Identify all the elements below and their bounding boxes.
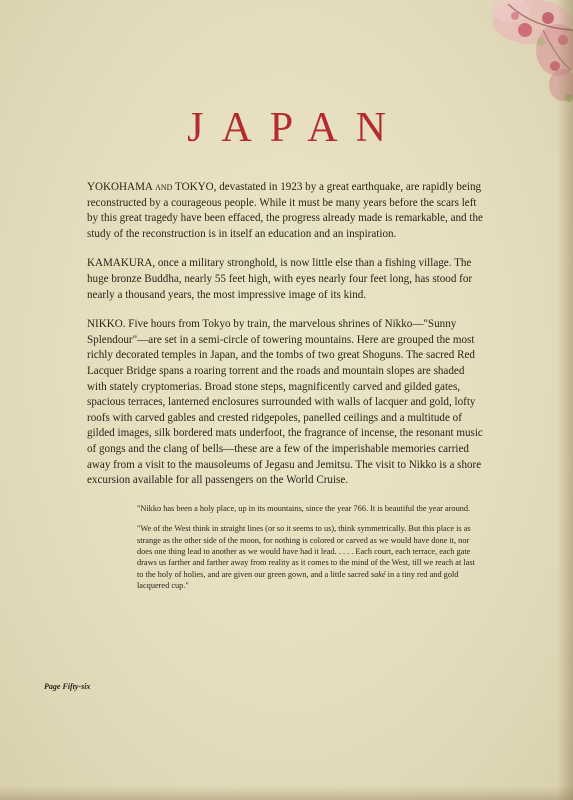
article-body [87, 180, 486, 601]
quotation-second [137, 523, 479, 591]
cherry-blossom-icon [413, 0, 573, 120]
paragraph-lead: YOKOHAMA [87, 181, 153, 193]
quotation-text: "We of the West think in straight lines (or so it seems to us), think symmetrically. But this place is as strange as the other side of the moon, for nothing is colored or carved as we would have done it, nor does one thing lead to another as we would have had it lead. . . . . Each court, each terrace, each gate draws us farther and farther away from reality as it comes to the mind of the West, till we reach at last to the holy of holies, and are given our green gown, and a little sacred [137, 524, 475, 579]
paper-edge-shadow [557, 0, 573, 800]
paragraph-kamakura: KAMAKURA, once a military stronghold, is now little else than a fishing village. The huge bronze Buddha, nearly 55 feet high, with eyes nearly four feet long, has stood for nearly a thousand years, the most impressive image of its kind. [87, 257, 473, 301]
paragraph-text: TOKYO, devastated in 1923 by a great earthquake, are rapidly being reconstructed by a courageous people. While it must be many years before the scars left by this great tragedy have been effaced, the progress already made is remarkable, and the study of the reconstruction is in itself an education and an inspiration. [87, 181, 483, 240]
quotation-first: "Nikko has been a holy place, up in its mountains, since the year 766. It is beautiful the year around. [137, 503, 471, 513]
quotation-italic-word: saké [370, 569, 386, 579]
page-title: JAPAN [187, 105, 404, 152]
quotation-text-end: in a tiny red and gold lacquered cup." [137, 569, 459, 591]
quotation-block [137, 503, 479, 592]
paragraph-nikko: NIKKO. Five hours from Tokyo by train, the marvelous shrines of Nikko—"Sunny Splendour"—are set in a semi-circle of towering mountains. Here are grouped the most richly decorated temples in Japan, and the tombs of two great Shoguns. The sacred Red Lacquer Bridge spans a roaring torrent and the roads and mountain slopes are shaded with stately cryptomerias. Broad stone steps, magnificently carved and gilded gates, spacious terraces, lanterned enclosures surrounded with walls of lacquer and gold, lofty roofs with carved gables and crested ridgepoles, panelled ceilings and a multitude of gilded images, silk bordered mats underfoot, the fragrance of incense, the resonant music of gongs and the clang of bells—these are a few of the imperishable memories carried away from a visit to the mausoleums of Jegasu and Jemitsu. The visit to Nikko is a shore excursion available for all passengers on the World Cruise. [87, 318, 483, 487]
paragraph-conjunction: and [155, 181, 173, 193]
page-number: Page Fifty-six [44, 682, 91, 691]
paragraph-yokohama-tokyo [87, 180, 486, 242]
paper-bottom-shadow [0, 786, 573, 800]
